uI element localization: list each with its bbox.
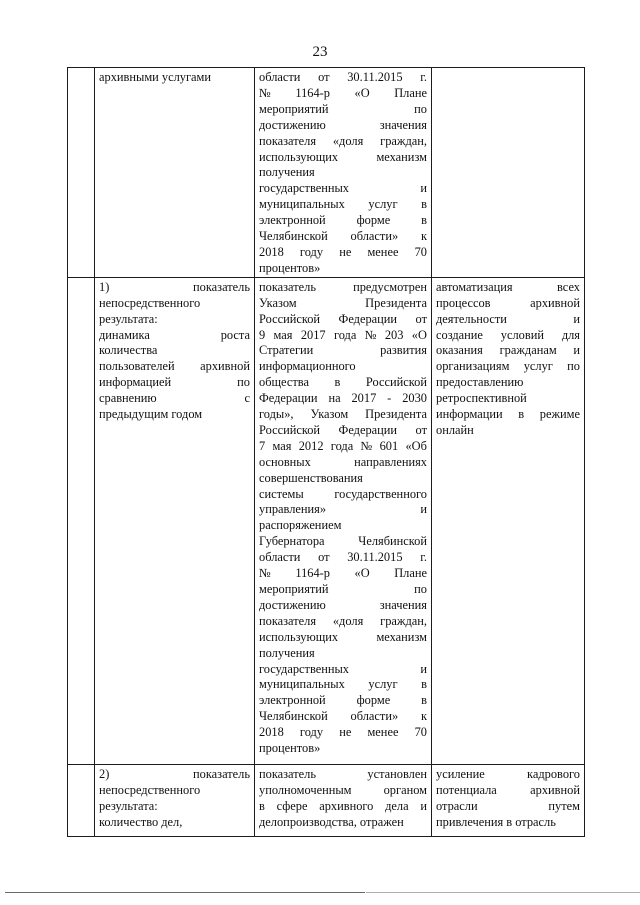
cell-text-line: непосредственного xyxy=(99,295,201,310)
basis-cell xyxy=(255,277,432,764)
scan-edge-line-faint xyxy=(366,892,640,893)
cell-text-line: Федерации на 2017 - 2030 xyxy=(259,391,427,406)
cell-text-line: уполномоченным органом xyxy=(259,782,427,797)
cell-text-line: мероприятий по xyxy=(259,101,427,116)
cell-text-line: основных направлениях xyxy=(259,454,427,469)
cell-text-line: создание условий для xyxy=(436,327,580,342)
goal-cell xyxy=(432,277,585,764)
cell-text-line: в сфере архивного дела и xyxy=(259,798,427,813)
cell-text-line: делопроизводства, отражен xyxy=(259,814,404,829)
goal-cell xyxy=(432,68,585,278)
cell-text-line: Российской Федерации от xyxy=(259,422,427,437)
document-table xyxy=(67,67,585,837)
goal-cell xyxy=(432,764,585,836)
cell-text-line: использующих механизм xyxy=(259,149,427,164)
cell-text-line: Стратегии развития xyxy=(259,343,427,358)
scan-edge-line xyxy=(5,892,365,893)
cell-text-line: количества xyxy=(99,343,158,358)
cell-text-line: сравнению с xyxy=(99,391,250,406)
cell-text-line: совершенствования xyxy=(259,470,363,485)
cell-text-line: использующих механизм xyxy=(259,629,427,644)
row-number-cell xyxy=(68,68,95,278)
cell-text-line: 9 мая 2017 года № 203 «О xyxy=(259,327,427,342)
cell-text-line: 7 мая 2012 года № 601 «Об xyxy=(259,438,427,453)
table-row xyxy=(68,764,585,836)
cell-text-line: государственных и xyxy=(259,661,427,676)
cell-text-line: оказания гражданам и xyxy=(436,343,580,358)
cell-text-line: достижению значения xyxy=(259,597,427,612)
cell-text-line: архивными услугами xyxy=(99,70,212,84)
cell-text-line: электронной форме в xyxy=(259,693,427,708)
cell-text-line: 1) показатель xyxy=(99,279,250,294)
cell-text-line: государственных и xyxy=(259,181,427,196)
cell-text-line: усиление кадрового xyxy=(436,766,580,781)
cell-text-line: области от 30.11.2015 г. xyxy=(259,70,427,84)
cell-text-line: предоставлению xyxy=(436,375,524,390)
basis-cell xyxy=(255,68,432,278)
cell-text-line: показатель установлен xyxy=(259,766,427,781)
cell-text-line: 2018 году не менее 70 xyxy=(259,244,427,259)
cell-text-line: Челябинской области» к xyxy=(259,229,427,244)
cell-text-line: информационного xyxy=(259,359,356,374)
cell-text-line: электронной форме в xyxy=(259,213,427,228)
cell-text-line: получения xyxy=(259,645,315,660)
cell-text-line: динамика роста xyxy=(99,327,250,342)
cell-text-line: информации в режиме xyxy=(436,407,580,422)
cell-text-line: годы», Указом Президента xyxy=(259,407,427,422)
cell-text-line: достижению значения xyxy=(259,117,427,132)
indicator-cell xyxy=(95,277,255,764)
cell-text-line: получения xyxy=(259,165,315,180)
cell-text-line: процентов» xyxy=(259,741,321,756)
basis-cell xyxy=(255,764,432,836)
cell-text-line: деятельности и xyxy=(436,311,580,326)
cell-text-line: организациям услуг по xyxy=(436,359,580,374)
cell-text-line: ретроспективной xyxy=(436,391,527,406)
cell-text-line: привлечения в отрасль xyxy=(436,814,556,829)
cell-text-line: показателя «доля граждан, xyxy=(259,133,427,148)
row-number-cell xyxy=(68,764,95,836)
cell-text-line: 2) показатель xyxy=(99,766,250,781)
cell-text-line: распоряжением xyxy=(259,518,342,533)
cell-text-line: непосредственного xyxy=(99,782,201,797)
table-body xyxy=(68,68,585,837)
cell-text-line: количество дел, xyxy=(99,814,183,829)
table-row xyxy=(68,277,585,764)
cell-text-line: области от 30.11.2015 г. xyxy=(259,550,427,565)
cell-text-line: процентов» xyxy=(259,260,321,275)
cell-text-line: № 1164-р «О Плане xyxy=(259,85,427,100)
cell-text-line: онлайн xyxy=(436,422,474,437)
cell-text-line: потенциала архивной xyxy=(436,782,580,797)
cell-text-line: результата: xyxy=(99,311,158,326)
cell-text-line: системы государственного xyxy=(259,486,427,501)
cell-text-line: общества в Российской xyxy=(259,375,427,390)
cell-text-line: муниципальных услуг в xyxy=(259,197,427,212)
cell-text-line: Российской Федерации от xyxy=(259,311,427,326)
cell-text-line: управления» и xyxy=(259,502,427,517)
cell-text-line: муниципальных услуг в xyxy=(259,677,427,692)
cell-text-line: информацией по xyxy=(99,375,250,390)
table-row xyxy=(68,68,585,278)
indicator-cell xyxy=(95,764,255,836)
cell-text-line: автоматизация всех xyxy=(436,279,580,294)
cell-text-line: пользователей архивной xyxy=(99,359,250,374)
cell-text-line: результата: xyxy=(99,798,158,813)
page-number: 23 xyxy=(312,44,328,60)
cell-text-line: Указом Президента xyxy=(259,295,427,310)
cell-text-line: Челябинской области» к xyxy=(259,709,427,724)
cell-text-line: процессов архивной xyxy=(436,295,580,310)
cell-text-line: показателя «доля граждан, xyxy=(259,613,427,628)
cell-text-line: 2018 году не менее 70 xyxy=(259,725,427,740)
cell-text-line: показатель предусмотрен xyxy=(259,279,427,294)
cell-text-line: Губернатора Челябинской xyxy=(259,534,427,549)
row-number-cell xyxy=(68,277,95,764)
cell-text-line: мероприятий по xyxy=(259,582,427,596)
cell-text-line: № 1164-р «О Плане xyxy=(259,566,427,581)
cell-text-line: предыдущим годом xyxy=(99,407,203,422)
indicator-cell xyxy=(95,68,255,278)
cell-text-line: отрасли путем xyxy=(436,798,580,813)
